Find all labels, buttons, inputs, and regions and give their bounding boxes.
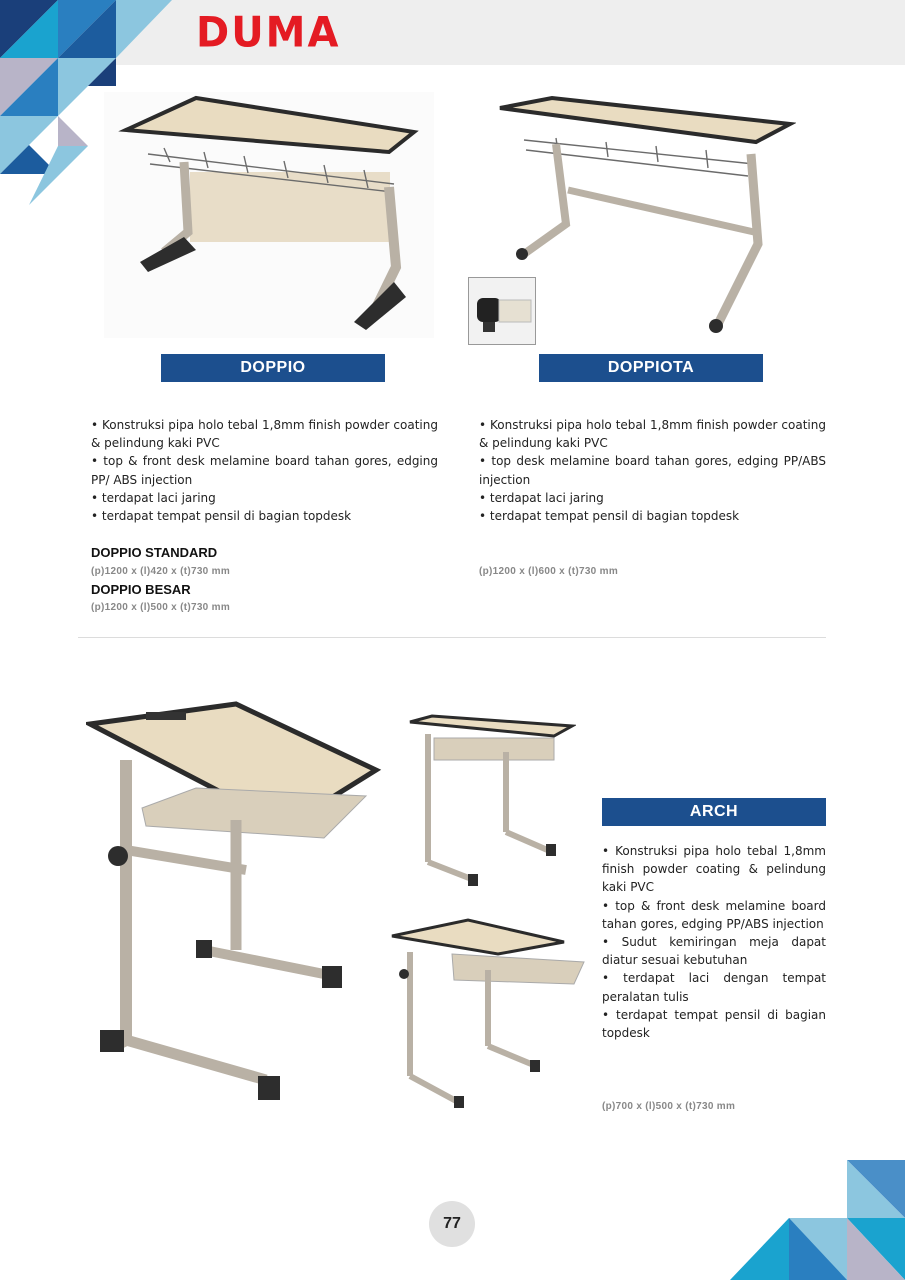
- arch-features: [602, 842, 826, 1042]
- arch-dims: (p)700 x (l)500 x (t)730 mm: [602, 1101, 736, 1112]
- brand-logo: DUMA: [196, 8, 341, 58]
- doppio-besar-dims: (p)1200 x (l)500 x (t)730 mm: [91, 602, 231, 613]
- feature-item: • Konstruksi pipa holo tebal 1,8mm finish powder coating & pelindung kaki PVC: [479, 418, 826, 451]
- page-number: 77: [429, 1201, 475, 1247]
- doppio-product-image: [104, 92, 434, 338]
- foot-cap-thumbnail: [468, 277, 536, 345]
- doppio-besar-name: DOPPIO BESAR: [91, 582, 191, 597]
- arch-large-product-image: [86, 700, 382, 1110]
- arch-title: ARCH: [602, 798, 826, 826]
- feature-item: • terdapat tempat pensil di bagian topdesk: [479, 509, 740, 524]
- doppiota-dims: (p)1200 x (l)600 x (t)730 mm: [479, 566, 619, 577]
- feature-item: • Sudut kemiringan meja dapat diatur sesuai kebutuhan: [602, 935, 826, 968]
- feature-item: • top & front desk melamine board tahan gores, edging PP/ABS injection: [602, 898, 826, 931]
- feature-item: • Konstruksi pipa holo tebal 1,8mm finish powder coating & pelindung kaki PVC: [602, 844, 826, 895]
- doppio-standard-dims: (p)1200 x (l)420 x (t)730 mm: [91, 566, 231, 577]
- doppio-features: [91, 416, 438, 525]
- feature-item: • top & front desk melamine board tahan gores, edging PP/ ABS injection: [91, 454, 438, 487]
- arch-small-image-bottom: [388, 916, 588, 1116]
- decorative-triangles-bottom-right: [730, 1160, 905, 1280]
- feature-item: • top desk melamine board tahan gores, edging PP/ABS injection: [479, 454, 826, 487]
- feature-item: • terdapat laci jaring: [91, 490, 216, 505]
- doppiota-features: [479, 416, 826, 525]
- feature-item: • Konstruksi pipa holo tebal 1,8mm finish powder coating & pelindung kaki PVC: [91, 418, 438, 451]
- doppio-title: DOPPIO: [161, 354, 385, 382]
- feature-item: • terdapat tempat pensil di bagian topdesk: [602, 1007, 826, 1041]
- doppio-standard-name: DOPPIO STANDARD: [91, 545, 218, 560]
- feature-item: • terdapat laci dengan tempat peralatan tulis: [602, 971, 826, 1004]
- section-divider: [78, 637, 826, 638]
- doppiota-product-image: [496, 94, 796, 336]
- feature-item: • terdapat tempat pensil di bagian topdesk: [91, 509, 352, 524]
- arch-small-image-top: [404, 712, 576, 892]
- feature-item: • terdapat laci jaring: [479, 490, 604, 505]
- doppiota-title: DOPPIOTA: [539, 354, 763, 382]
